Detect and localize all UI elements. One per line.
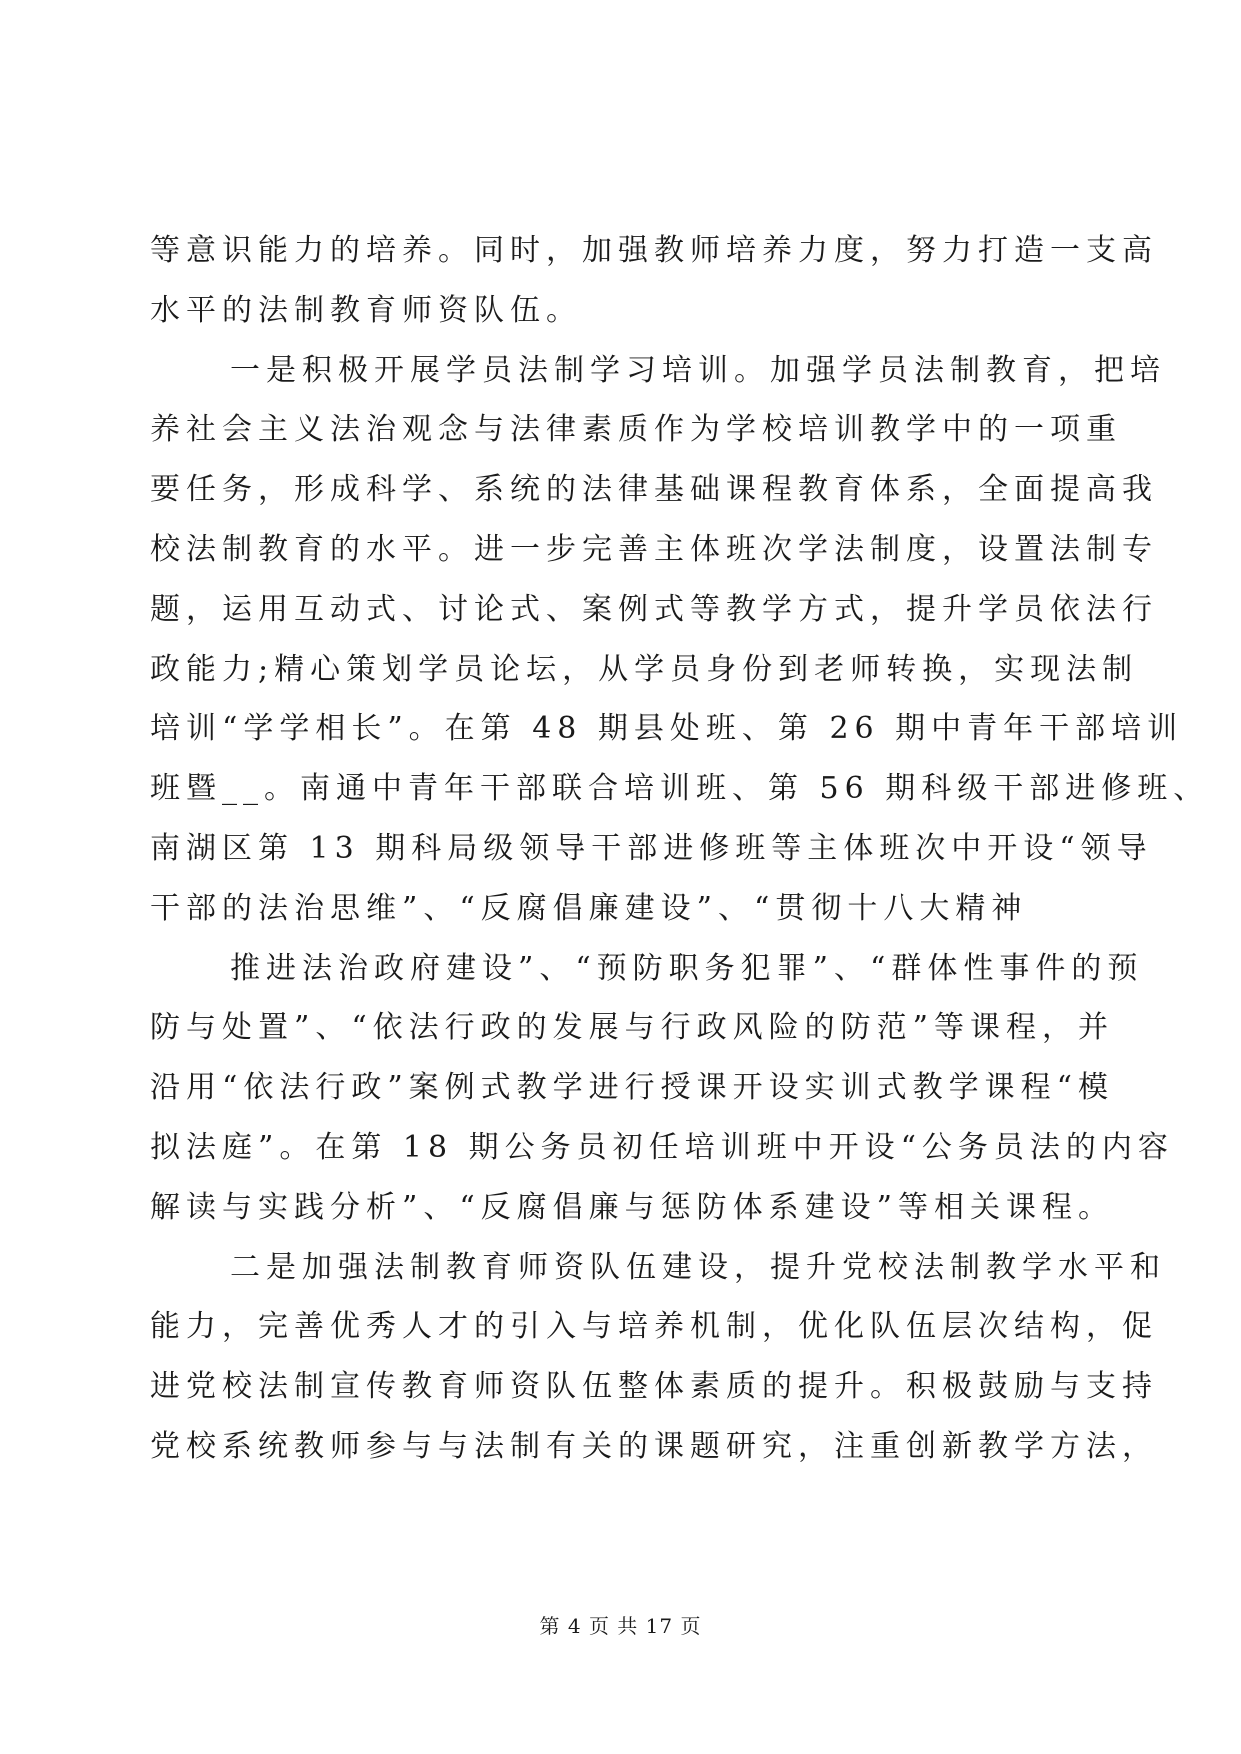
text-line: 水平的法制教育师资队伍。 <box>150 292 582 328</box>
text-line: 校法制教育的水平。进一步完善主体班次学法制度，设置法制专 <box>150 531 1158 567</box>
text-line: 干部的法治思维”、“反腐倡廉建设”、“贯彻十八大精神 <box>150 890 1028 926</box>
text-line: 培训“学学相长”。在第 48 期县处班、第 26 期中青年干部培训 <box>150 711 1184 747</box>
text-line: 二是加强法制教育师资队伍建设，提升党校法制教学水平和 <box>230 1249 1166 1285</box>
text-line: 拟法庭”。在第 18 期公务员初任培训班中开设“公务员法的内容 <box>150 1129 1174 1165</box>
text-line: 推进法治政府建设”、“预防职务犯罪”、“群体性事件的预 <box>230 950 1144 986</box>
text-line: 党校系统教师参与与法制有关的课题研究，注重创新教学方法， <box>150 1428 1158 1464</box>
text-line: 题，运用互动式、讨论式、案例式等教学方式，提升学员依法行 <box>150 591 1158 627</box>
text-line: 防与处置”、“依法行政的发展与行政风险的防范”等课程，并 <box>150 1010 1115 1046</box>
text-line: 要任务，形成科学、系统的法律基础课程教育体系，全面提高我 <box>150 472 1158 508</box>
text-line: 进党校法制宣传教育师资队伍整体素质的提升。积极鼓励与支持 <box>150 1369 1158 1405</box>
text-line: 等意识能力的培养。同时，加强教师培养力度，努力打造一支高 <box>150 233 1158 268</box>
text-line: 班暨__。南通中青年干部联合培训班、第 56 期科级干部进修班、 <box>150 771 1210 807</box>
page-footer: 第 4 页 共 17 页 <box>539 1614 702 1638</box>
text-line: 能力，完善优秀人才的引入与培养机制，优化队伍层次结构，促 <box>150 1309 1158 1345</box>
text-line: 南湖区第 13 期科局级领导干部进修班等主体班次中开设“领导 <box>150 830 1153 866</box>
text-line: 解读与实践分析”、“反腐倡廉与惩防体系建设”等相关课程。 <box>150 1189 1115 1225</box>
text-line: 一是积极开展学员法制学习培训。加强学员法制教育，把培 <box>230 352 1166 388</box>
text-line: 养社会主义法治观念与法律素质作为学校培训教学中的一项重 <box>150 412 1122 448</box>
text-line: 政能力;精心策划学员论坛，从学员身份到老师转换，实现法制 <box>150 651 1139 687</box>
document-body <box>150 221 1210 1477</box>
text-line: 沿用“依法行政”案例式教学进行授课开设实训式教学课程“模 <box>150 1070 1115 1106</box>
